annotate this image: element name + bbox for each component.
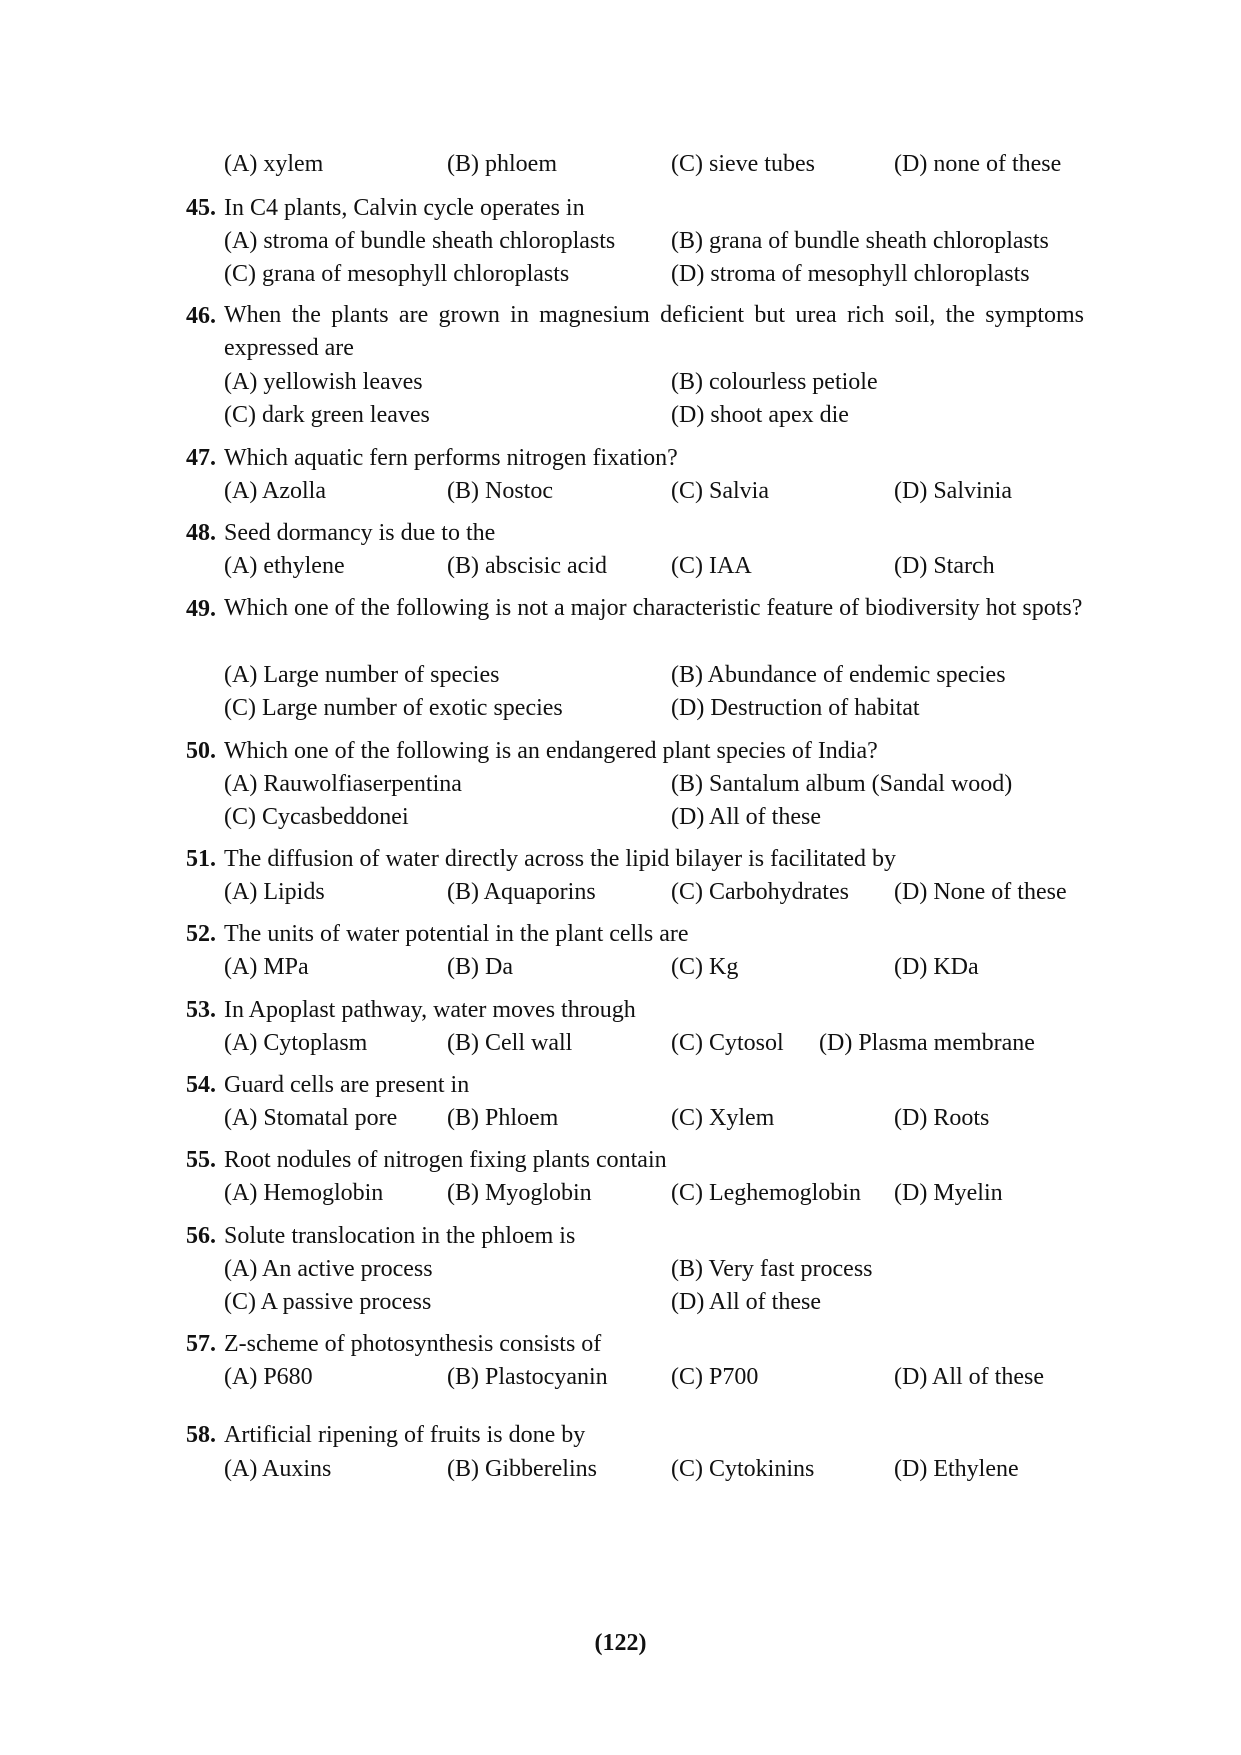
question-text: Artificial ripening of fruits is done by [224, 1422, 586, 1448]
question-text: When the plants are grown in magnesium deficient but urea rich soil, the symptoms expressed are [224, 302, 1084, 361]
question-text: Solute translocation in the phloem is [224, 1223, 576, 1249]
option-a: (A) Hemoglobin [224, 1180, 384, 1206]
option-a: (A) Cytoplasm [224, 1030, 368, 1056]
option-b: (B) Gibberelins [447, 1456, 597, 1482]
option-b: (B) abscisic acid [447, 553, 607, 579]
option-a: (A) yellowish leaves [224, 369, 423, 395]
option-c: (C) dark green leaves [224, 402, 430, 428]
option-a: (A) An active process [224, 1256, 433, 1282]
option-a: (A) P680 [224, 1364, 313, 1390]
question-number: 48. [186, 520, 216, 546]
option-d: (D) Ethylene [894, 1456, 1019, 1482]
option-c: (C) Cytokinins [671, 1456, 815, 1482]
option-b: (B) Cell wall [447, 1030, 573, 1056]
option-d: (D) Myelin [894, 1180, 1003, 1206]
option-b: (B) Phloem [447, 1105, 559, 1131]
question-text: Guard cells are present in [224, 1072, 470, 1098]
option-b: (B) Very fast process [671, 1256, 873, 1282]
option-b: (B) Myoglobin [447, 1180, 592, 1206]
option-a: (A) Azolla [224, 478, 326, 504]
question-number: 57. [186, 1331, 216, 1357]
question-text: Which aquatic fern performs nitrogen fixation? [224, 445, 678, 471]
option-c: (C) grana of mesophyll chloroplasts [224, 261, 570, 287]
question-number: 58. [186, 1422, 216, 1448]
question-number: 47. [186, 445, 216, 471]
question-text: Which one of the following is an endangered plant species of India? [224, 738, 878, 764]
option-b: (B) grana of bundle sheath chloroplasts [671, 228, 1049, 254]
question-text: Seed dormancy is due to the [224, 520, 496, 546]
option-d: (D) Destruction of habitat [671, 695, 920, 721]
option-a: (A) MPa [224, 954, 309, 980]
option-a: (A) stroma of bundle sheath chloroplasts [224, 228, 616, 254]
option-c: (C) Carbohydrates [671, 879, 849, 905]
option-c: (C) Salvia [671, 478, 769, 504]
question-number: 54. [186, 1072, 216, 1098]
question-number: 50. [186, 738, 216, 764]
option-d: (D) shoot apex die [671, 402, 849, 428]
option-c: (C) Kg [671, 954, 739, 980]
option-d: (D) KDa [894, 954, 979, 980]
option-d: (D) None of these [894, 879, 1067, 905]
question-number: 55. [186, 1147, 216, 1173]
option-a: (A) Auxins [224, 1456, 332, 1482]
option-c: (C) IAA [671, 553, 752, 579]
option-c: (C) P700 [671, 1364, 759, 1390]
question-number: 45. [186, 195, 216, 221]
question-text: The units of water potential in the plant cells are [224, 921, 689, 947]
page-number: (122) [594, 1630, 647, 1656]
option-a: (A) Stomatal pore [224, 1105, 398, 1131]
question-text: The diffusion of water directly across the lipid bilayer is facilitated by [224, 846, 897, 872]
question-text: Z-scheme of photosynthesis consists of [224, 1331, 602, 1357]
option-b: (B) colourless petiole [671, 369, 878, 395]
option-b: (B) Santalum album (Sandal wood) [671, 771, 1013, 797]
option-d: (D) Plasma membrane [819, 1030, 1035, 1056]
question-number: 53. [186, 997, 216, 1023]
option-d: (D) All of these [894, 1364, 1044, 1390]
question-text: In Apoplast pathway, water moves through [224, 997, 636, 1023]
option-a: (A) Large number of species [224, 662, 500, 688]
option-c: (C) Cycasbeddonei [224, 804, 409, 830]
option-a: (A) Lipids [224, 879, 325, 905]
option-b: (B) Da [447, 954, 513, 980]
option-d: (D) Starch [894, 553, 995, 579]
option-d: (D) Roots [894, 1105, 990, 1131]
question-number: 52. [186, 921, 216, 947]
top-option-d: (D) none of these [894, 151, 1062, 177]
option-d: (D) Salvinia [894, 478, 1012, 504]
option-d: (D) stroma of mesophyll chloroplasts [671, 261, 1030, 287]
question-number: 46. [186, 303, 216, 329]
question-text: Root nodules of nitrogen fixing plants contain [224, 1147, 667, 1173]
question-number: 51. [186, 846, 216, 872]
option-a: (A) ethylene [224, 553, 345, 579]
question-number: 56. [186, 1223, 216, 1249]
option-d: (D) All of these [671, 1289, 821, 1315]
option-c: (C) Cytosol [671, 1030, 784, 1056]
option-c: (C) Leghemoglobin [671, 1180, 861, 1206]
option-d: (D) All of these [671, 804, 821, 830]
option-a: (A) Rauwolfiaserpentina [224, 771, 462, 797]
option-c: (C) A passive process [224, 1289, 432, 1315]
option-c: (C) Large number of exotic species [224, 695, 563, 721]
option-b: (B) Abundance of endemic species [671, 662, 1006, 688]
option-b: (B) Nostoc [447, 478, 553, 504]
option-c: (C) Xylem [671, 1105, 775, 1131]
question-text: In C4 plants, Calvin cycle operates in [224, 195, 585, 221]
top-option-b: (B) phloem [447, 151, 557, 177]
question-number: 49. [186, 596, 216, 622]
question-text: Which one of the following is not a major characteristic feature of biodiversity hot spots? [224, 595, 1083, 621]
top-option-c: (C) sieve tubes [671, 151, 815, 177]
option-b: (B) Plastocyanin [447, 1364, 608, 1390]
top-option-a: (A) xylem [224, 151, 324, 177]
option-b: (B) Aquaporins [447, 879, 596, 905]
